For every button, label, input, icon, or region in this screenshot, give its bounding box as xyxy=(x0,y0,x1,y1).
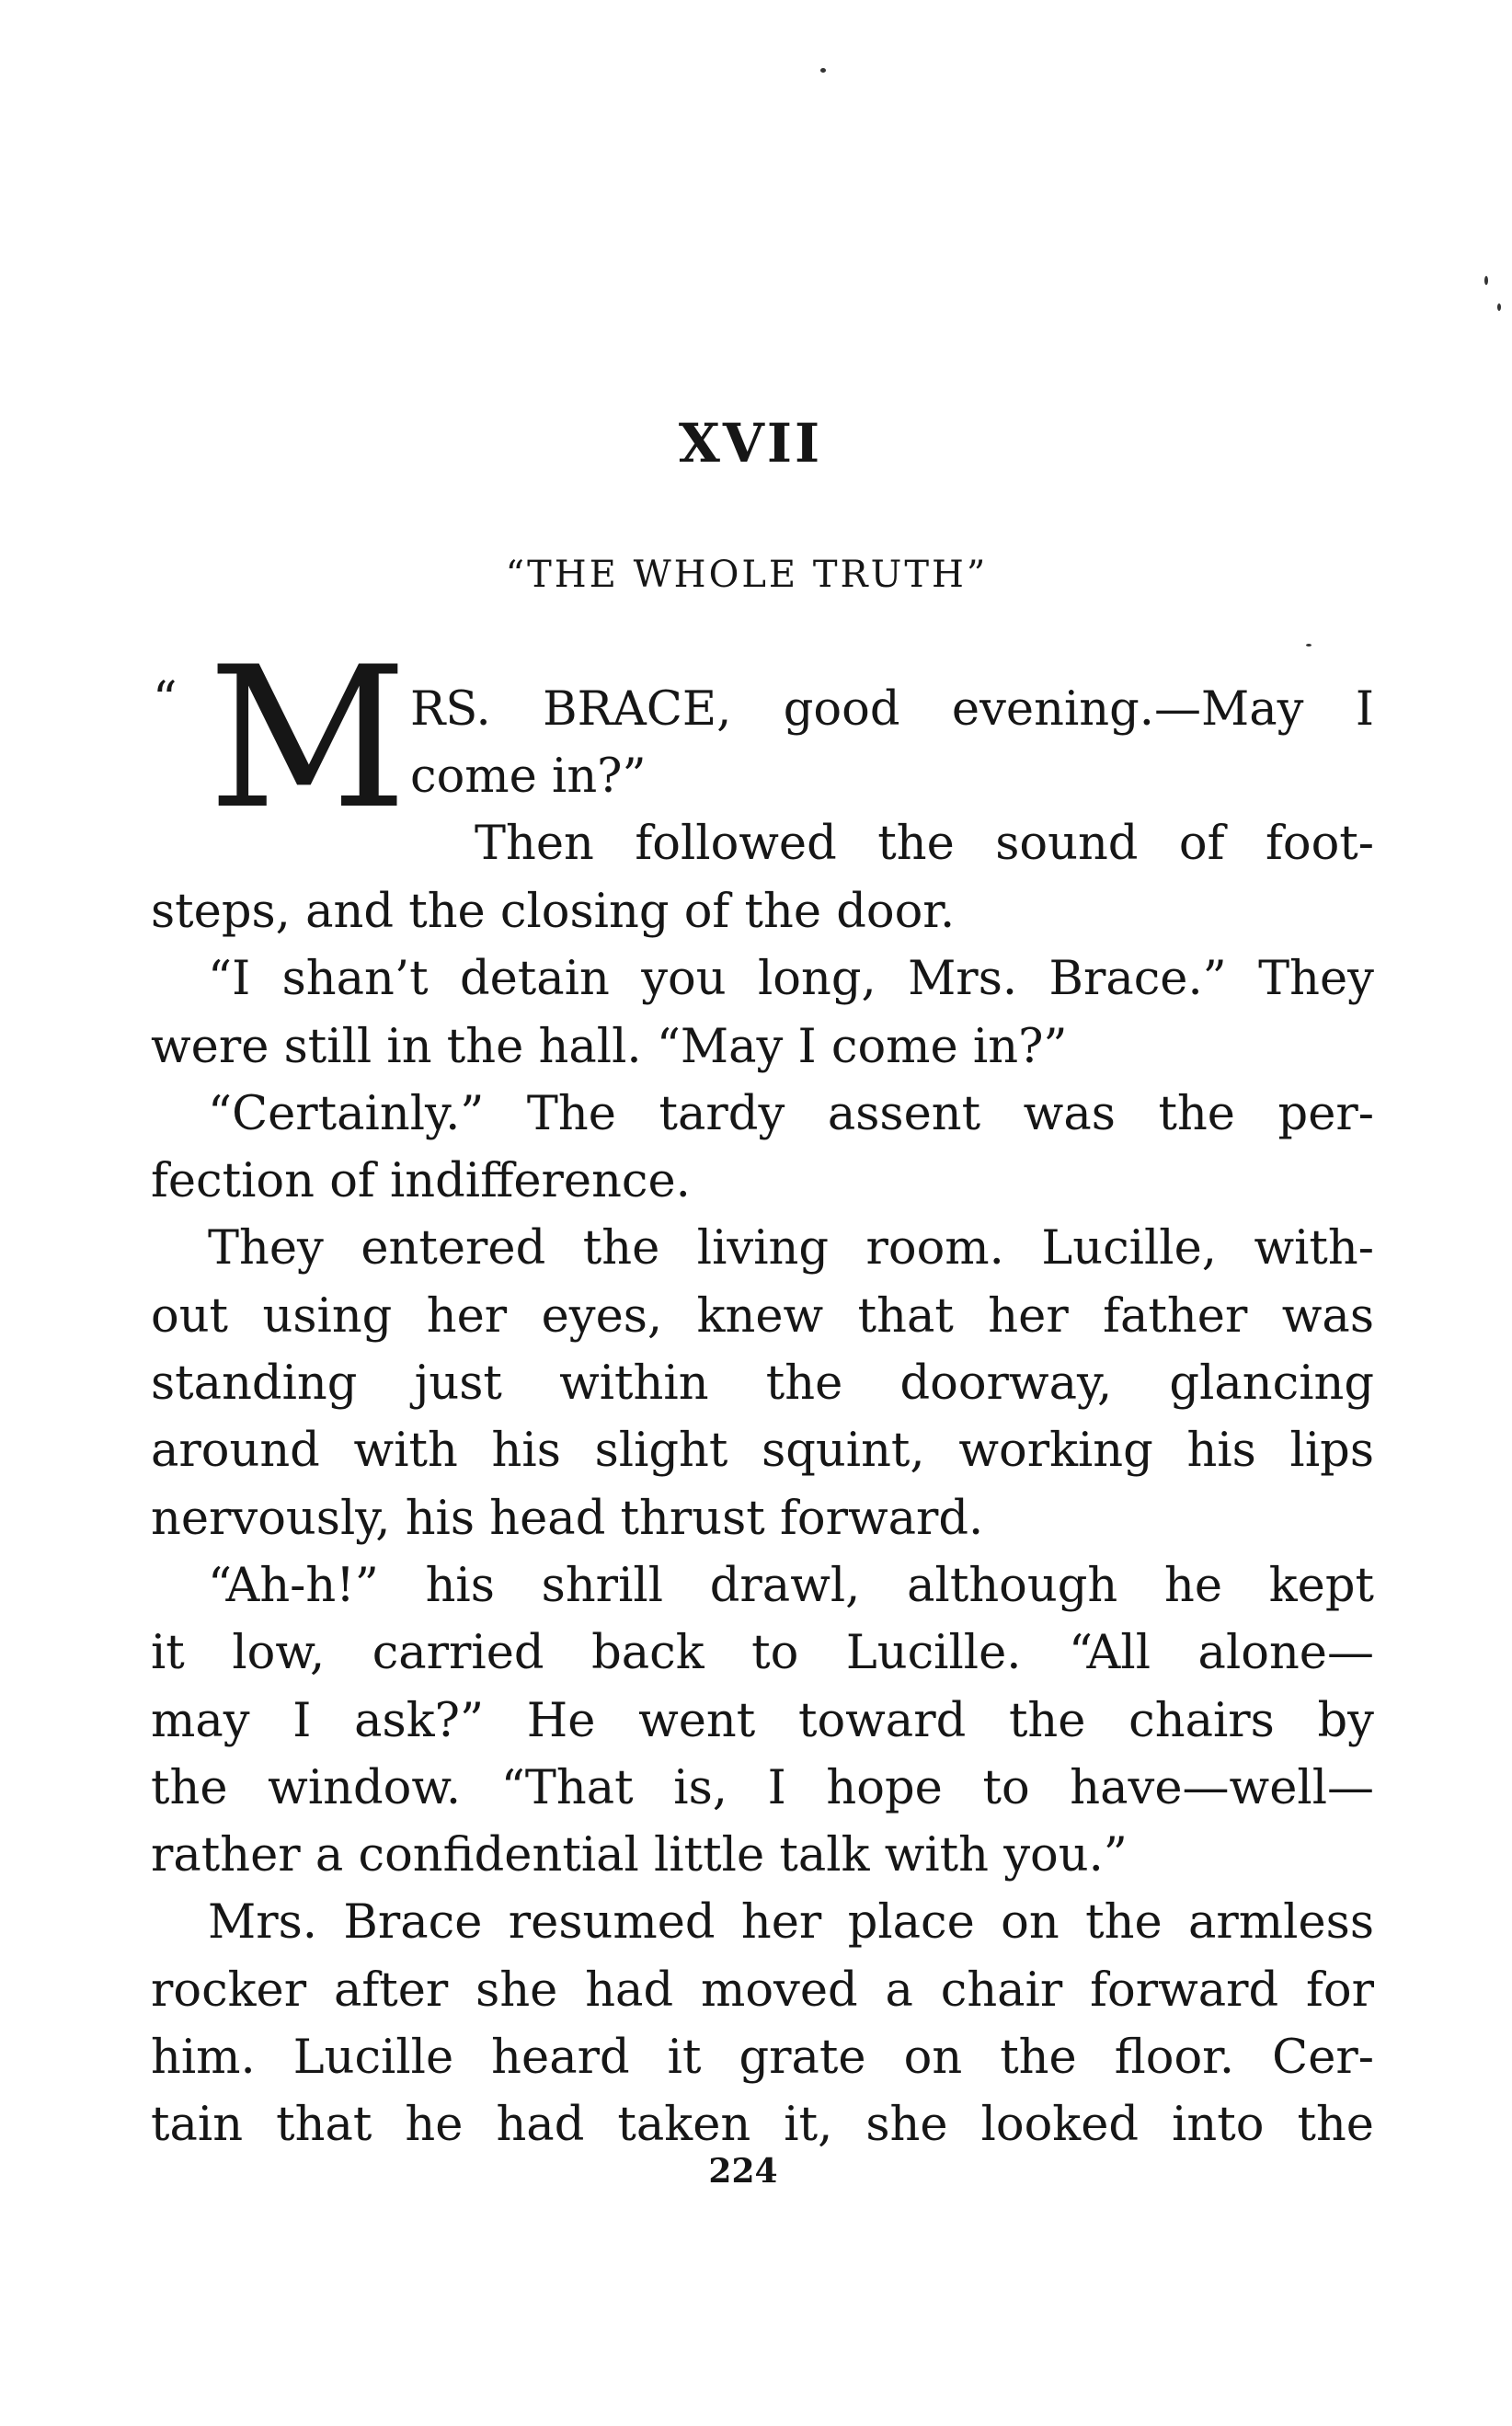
text-line: around with his slight squint, working his lips xyxy=(151,1424,1374,1479)
text-line: rather a confidential little talk with you.” xyxy=(151,1828,1128,1883)
text-line: RS. BRACE, good evening.—May I xyxy=(410,682,1374,737)
text-line: They entered the living room. Lucille, with- xyxy=(208,1221,1374,1276)
chapter-title: “THE WHOLE TRUTH” xyxy=(505,554,989,596)
text-line: out using her eyes, knew that her father was xyxy=(151,1288,1374,1344)
text-line: steps, and the closing of the door. xyxy=(151,885,956,939)
text-line: “Certainly.” The tardy assent was the per- xyxy=(208,1086,1374,1141)
drop-cap-letter: M xyxy=(208,624,408,852)
text-line: “I shan’t detain you long, Mrs. Brace.” They xyxy=(208,952,1374,1007)
text-line: him. Lucille heard it grate on the floor. Cer- xyxy=(151,2031,1374,2086)
opening-quote-mark: “ xyxy=(153,672,178,727)
text-line: Then followed the sound of foot- xyxy=(475,817,1374,871)
text-line: were still in the hall. “May I come in?” xyxy=(151,1019,1068,1074)
text-line: Mrs. Brace resumed her place on the armless xyxy=(208,1895,1374,1951)
text-line: “Ah-h!” his shrill drawl, although he kept xyxy=(208,1558,1374,1613)
text-line: standing just within the doorway, glancing xyxy=(151,1356,1374,1412)
body-text xyxy=(151,624,1374,2159)
text-line: nervously, his head thrust forward. xyxy=(151,1491,984,1546)
text-line: the window. “That is, I hope to have—well— xyxy=(151,1760,1374,1815)
ink-speck xyxy=(1306,644,1312,647)
text-line: rocker after she had moved a chair forward for xyxy=(151,1963,1374,2018)
opening-paragraph xyxy=(151,624,1374,878)
page-number: 224 xyxy=(708,2152,778,2191)
chapter-number: XVII xyxy=(678,412,823,475)
text-line: may I ask?” He went toward the chairs by xyxy=(151,1693,1374,1748)
text-line: come in?” xyxy=(410,750,647,804)
ink-speck xyxy=(1484,276,1488,285)
text-line: it low, carried back to Lucille. “All alone— xyxy=(151,1626,1374,1681)
text-line: fection of indifference. xyxy=(151,1154,691,1209)
ink-speck xyxy=(820,68,826,73)
text-line: tain that he had taken it, she looked into the xyxy=(151,2098,1374,2153)
ink-speck xyxy=(1497,303,1501,311)
